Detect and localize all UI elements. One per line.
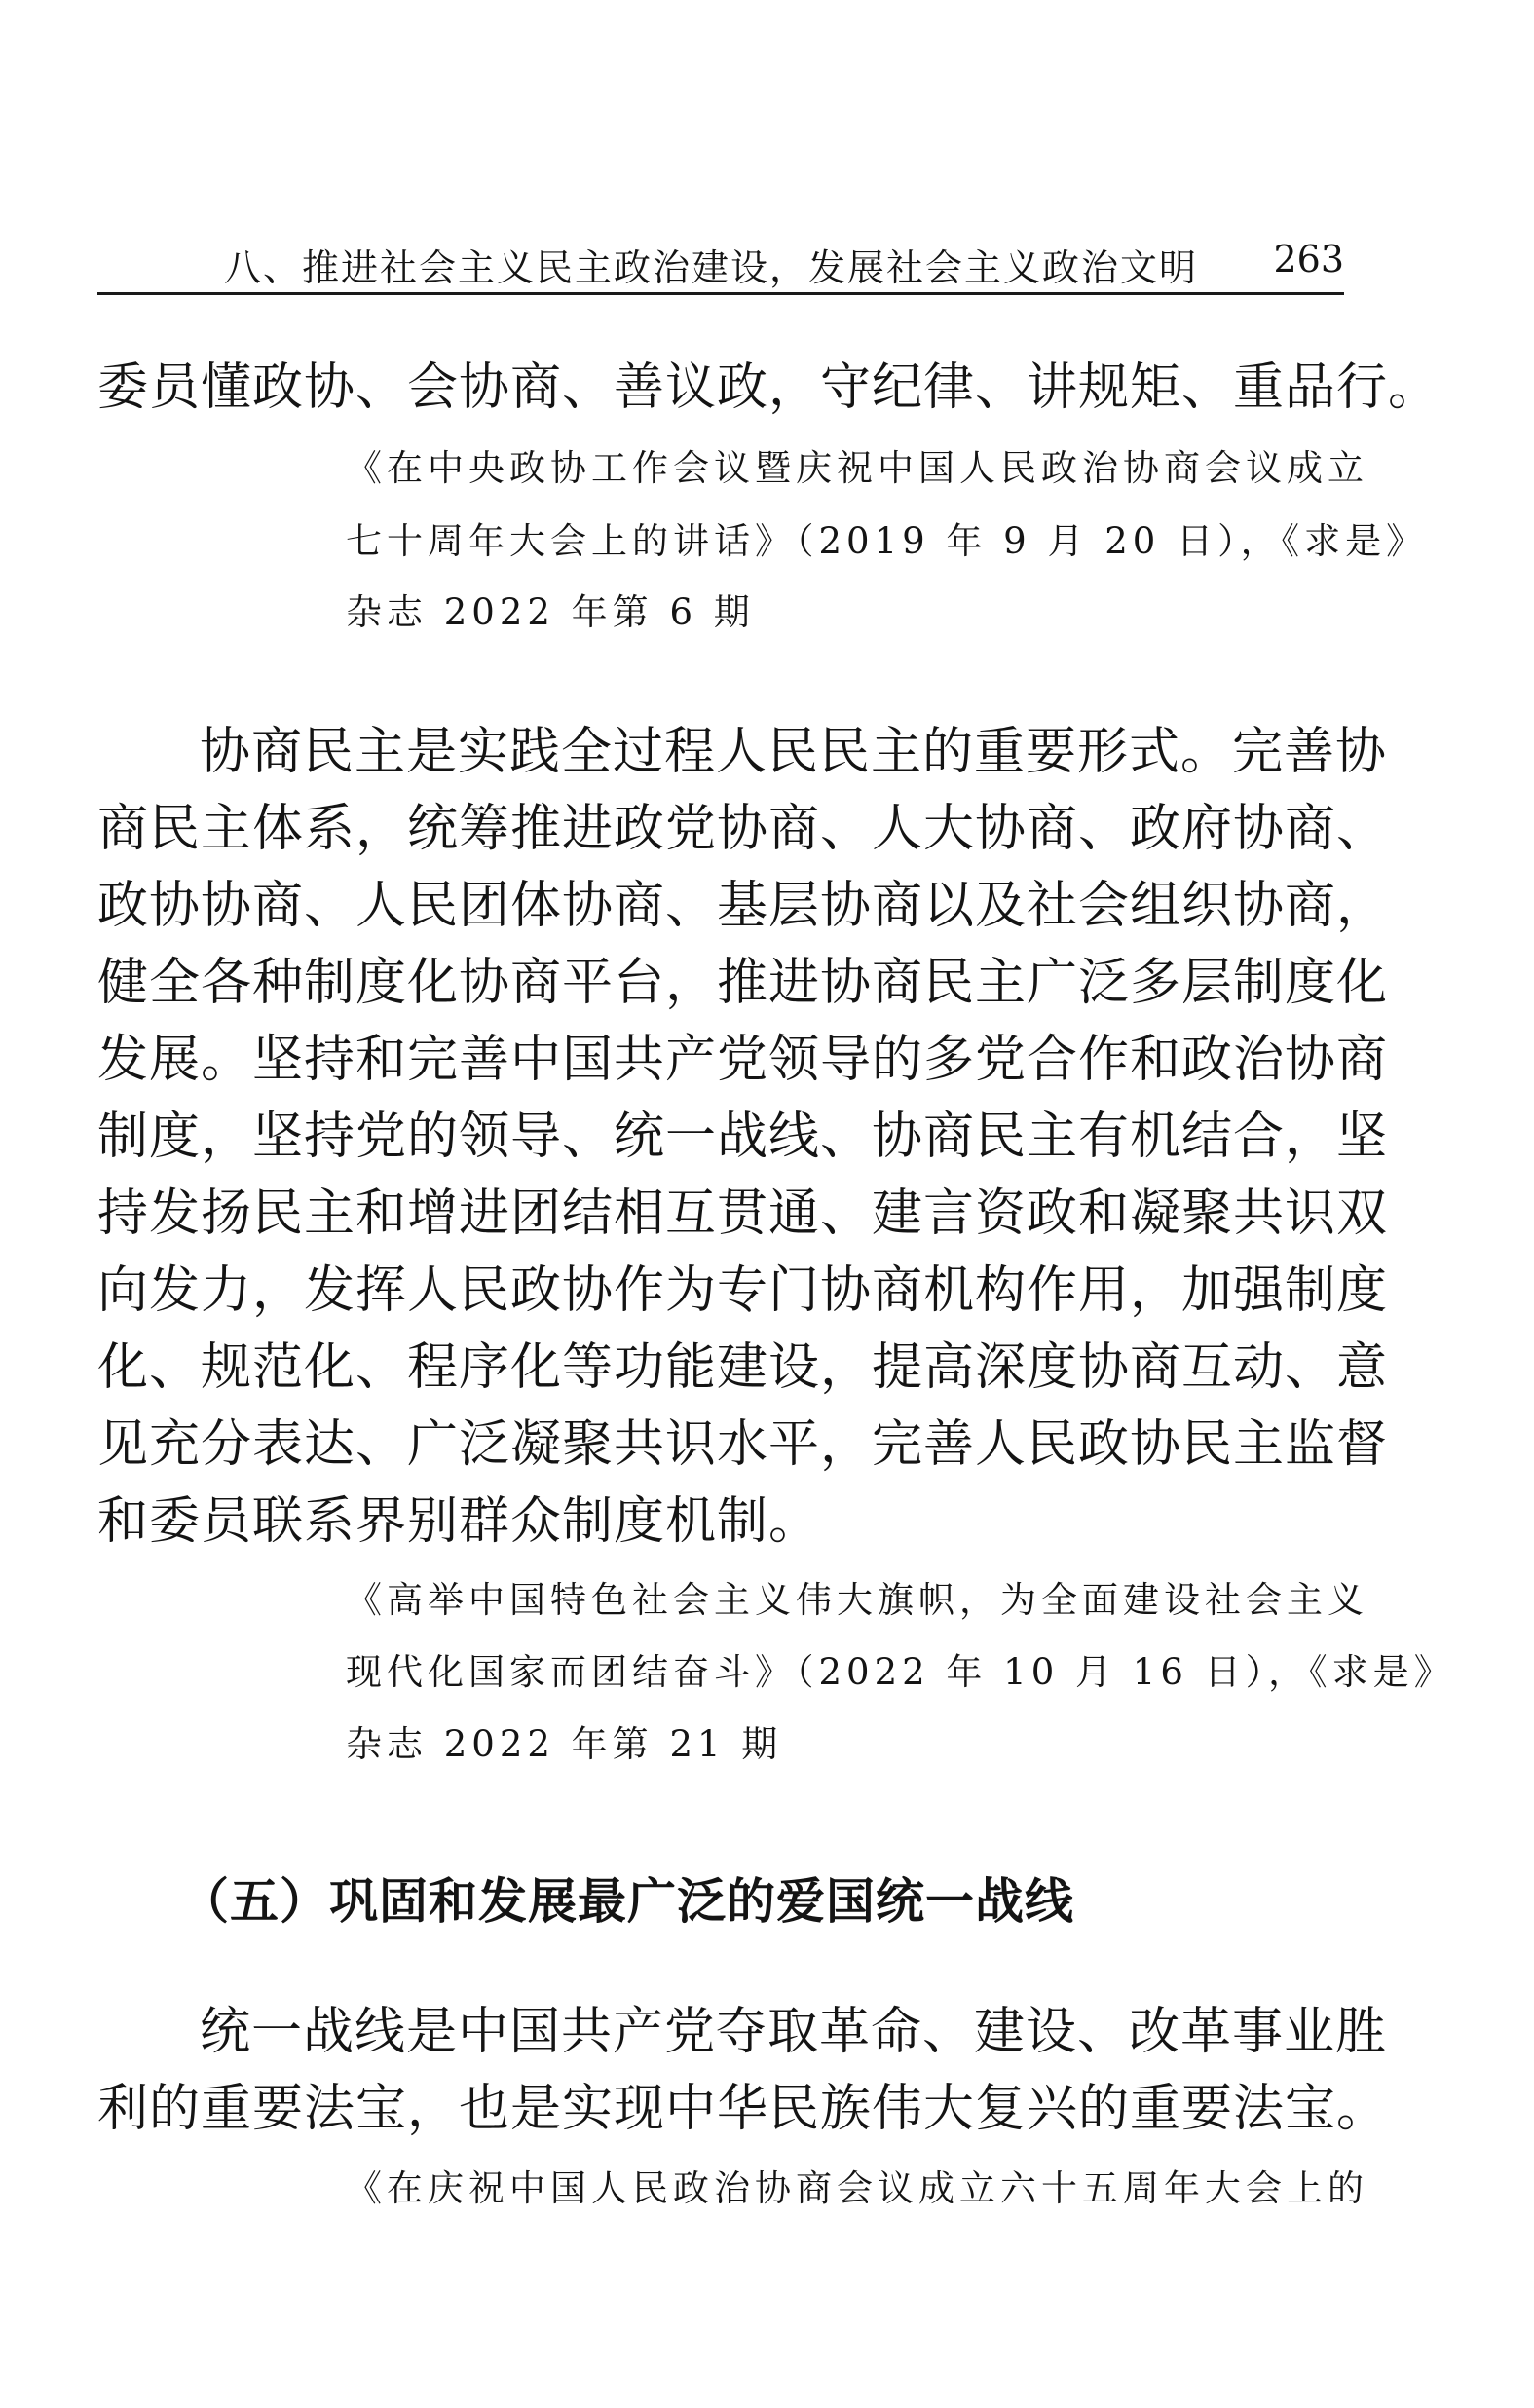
paragraph-line: 统一战线是中国共产党夺取革命、建设、改革事业胜 (200, 2003, 1388, 2061)
paragraph-line: 见充分表达、广泛凝聚共识水平，完善人民政协民主监督 (97, 1415, 1389, 1474)
paragraph-line: 委员懂政协、会协商、善议政，守纪律、讲规矩、重品行。 (97, 358, 1440, 417)
paragraph-line: 持发扬民主和增进团结相互贯通、建言资政和凝聚共识双 (97, 1185, 1389, 1243)
chapter-title: 八、推进社会主义民主政治建设，发展社会主义政治文明 (224, 246, 1199, 289)
paragraph-line: 发展。坚持和完善中国共产党领导的多党合作和政治协商 (97, 1031, 1389, 1089)
paragraph-line: 商民主体系，统筹推进政党协商、人大协商、政府协商、 (97, 800, 1389, 858)
paragraph-line: 向发力，发挥人民政协作为专门协商机构作用，加强制度 (97, 1261, 1389, 1320)
paragraph-line: 政协协商、人民团体协商、基层协商以及社会组织协商， (97, 877, 1389, 935)
paragraph-line: 健全各种制度化协商平台，推进协商民主广泛多层制度化 (97, 954, 1389, 1012)
source-citation-line: 《在庆祝中国人民政治协商会议成立六十五周年大会上的 (346, 2167, 1368, 2209)
paragraph-line: 协商民主是实践全过程人民民主的重要形式。完善协 (200, 723, 1388, 781)
source-citation-line: 《在中央政协工作会议暨庆祝中国人民政治协商会议成立 (346, 447, 1368, 489)
source-citation-line: 杂志 2022 年第 6 期 (346, 591, 755, 633)
page-number: 263 (1273, 238, 1344, 281)
running-header (97, 232, 1344, 295)
paragraph-line: 制度，坚持党的领导、统一战线、协商民主有机结合，坚 (97, 1108, 1389, 1166)
paragraph-line: 化、规范化、程序化等功能建设，提高深度协商互动、意 (97, 1338, 1389, 1397)
source-citation-line: 现代化国家而团结奋斗》（2022 年 10 月 16 日），《求是》 (346, 1651, 1455, 1693)
source-citation-line: 《高举中国特色社会主义伟大旗帜，为全面建设社会主义 (346, 1579, 1368, 1621)
source-citation-line: 七十周年大会上的讲话》（2019 年 9 月 20 日），《求是》 (346, 520, 1428, 562)
source-citation-line: 杂志 2022 年第 21 期 (346, 1723, 783, 1765)
paragraph-line: 利的重要法宝，也是实现中华民族伟大复兴的重要法宝。 (97, 2080, 1389, 2138)
paragraph-line: 和委员联系界别群众制度机制。 (97, 1492, 821, 1551)
section-heading: （五）巩固和发展最广泛的爱国统一战线 (180, 1873, 1074, 1930)
